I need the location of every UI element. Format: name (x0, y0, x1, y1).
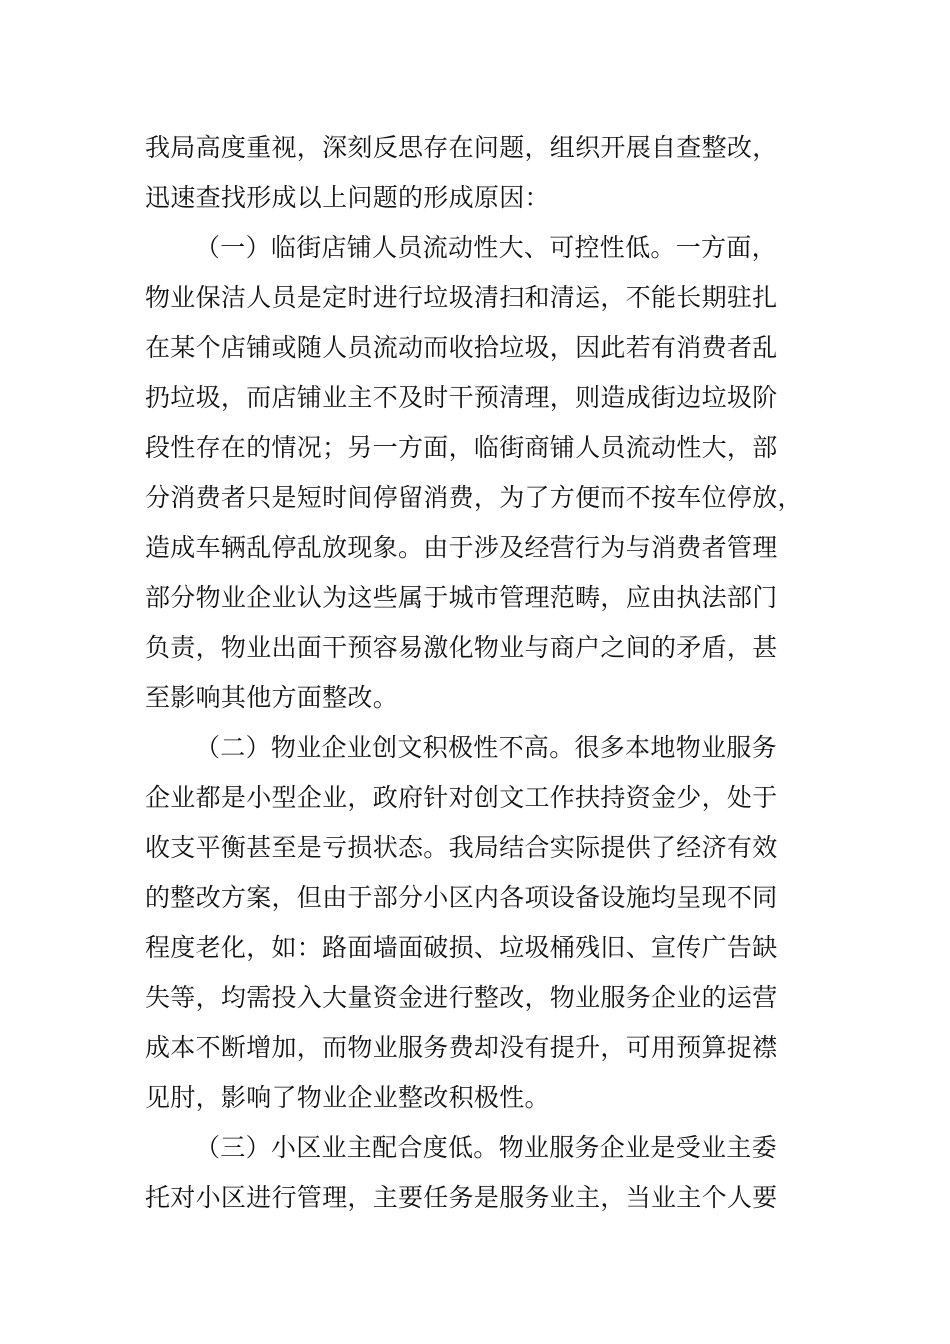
text-line: 企业都是小型企业，政府针对创文工作扶持资金少，处于 (145, 783, 778, 812)
text-line: 托对小区进行管理，主要任务是服务业主，当业主个人要 (145, 1183, 778, 1212)
text-line: 见肘，影响了物业企业整改积极性。 (145, 1083, 550, 1112)
section-heading-3: （三）小区业主配合度低。物业服务企业是受业主委 (195, 1133, 777, 1162)
text-line: 在某个店铺或随人员流动而收拾垃圾，因此若有消费者乱 (145, 333, 778, 362)
text-line: 迅速查找形成以上问题的形成原因： (145, 183, 550, 212)
text-line: 造成车辆乱停乱放现象。由于涉及经营行为与消费者管理 (145, 533, 778, 562)
text-line: 扔垃圾，而店铺业主不及时干预清理，则造成街边垃圾阶 (145, 383, 778, 412)
text-line: 成本不断增加，而物业服务费却没有提升，可用预算捉襟 (145, 1033, 778, 1062)
text-line: 物业保洁人员是定时进行垃圾清扫和清运，不能长期驻扎 (145, 283, 778, 312)
text-line: 至影响其他方面整改。 (145, 683, 399, 712)
text-line: 部分物业企业认为这些属于城市管理范畴，应由执法部门 (145, 583, 778, 612)
section-heading-2: （二）物业企业创文积极性不高。很多本地物业服务 (195, 733, 777, 762)
text-line: 失等，均需投入大量资金进行整改，物业服务企业的运营 (145, 983, 778, 1012)
text-line: 负责，物业出面干预容易激化物业与商户之间的矛盾，甚 (145, 633, 778, 662)
text-line: 程度老化，如：路面墙面破损、垃圾桶残旧、宣传广告缺 (145, 933, 778, 962)
text-line: 的整改方案，但由于部分小区内各项设备设施均呈现不同 (145, 883, 778, 912)
section-heading-1: （一）临街店铺人员流动性大、可控性低。一方面， (195, 233, 777, 262)
text-line: 分消费者只是短时间停留消费，为了方便而不按车位停放， (145, 483, 803, 512)
text-line: 我局高度重视，深刻反思存在问题，组织开展自查整改， (145, 133, 778, 162)
text-line: 收支平衡甚至是亏损状态。我局结合实际提供了经济有效 (145, 833, 778, 862)
text-line: 段性存在的情况；另一方面，临街商铺人员流动性大，部 (145, 433, 778, 462)
